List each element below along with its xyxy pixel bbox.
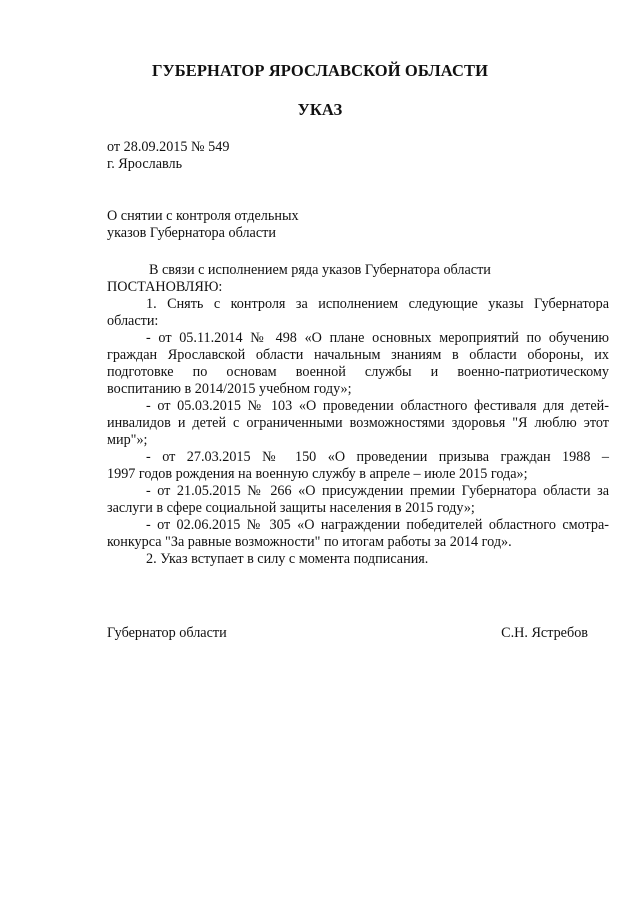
decree-word: ПОСТАНОВЛЯЮ: bbox=[107, 279, 223, 295]
subject-line-1: О снятии с контроля отдельных bbox=[107, 208, 299, 224]
item-2-line-1: - от 05.03.2015 № 103 «О проведении областного фестиваля для детей- bbox=[146, 398, 609, 414]
paragraph-1-line-2: области: bbox=[107, 313, 159, 329]
document-type: УКАЗ bbox=[297, 100, 343, 119]
item-4-line-2: заслуги в сфере социальной защиты населения в 2015 году»; bbox=[107, 500, 475, 516]
item-1-line-3: подготовке по основам военной службы и военно-патриотическому bbox=[107, 364, 609, 380]
paragraph-1-line-1: 1. Снять с контроля за исполнением следующие указы Губернатора bbox=[146, 296, 609, 312]
item-3-line-1: - от 27.03.2015 № 150 «О проведении призыва граждан 1988 – bbox=[146, 449, 609, 465]
signature-position: Губернатор области bbox=[107, 625, 227, 641]
item-5-line-2: конкурса "За равные возможности" по итогам работы за 2014 год». bbox=[107, 534, 512, 550]
item-3-line-2: 1997 годов рождения на военную службу в апреле – июле 2015 года»; bbox=[107, 466, 528, 482]
item-5-line-1: - от 02.06.2015 № 305 «О награждении победителей областного смотра- bbox=[146, 517, 609, 533]
item-2-line-2: инвалидов и детей с ограниченными возможностями здоровья "Я люблю этот bbox=[107, 415, 609, 431]
item-2-line-3: мир"»; bbox=[107, 432, 148, 448]
date-number: от 28.09.2015 № 549 bbox=[107, 139, 230, 155]
item-4-line-1: - от 21.05.2015 № 266 «О присуждении премии Губернатора области за bbox=[146, 483, 609, 499]
authority-title: ГУБЕРНАТОР ЯРОСЛАВСКОЙ ОБЛАСТИ bbox=[151, 61, 489, 80]
paragraph-2: 2. Указ вступает в силу с момента подписания. bbox=[146, 551, 429, 567]
signature-name: С.Н. Ястребов bbox=[501, 625, 588, 641]
city: г. Ярославль bbox=[107, 156, 183, 172]
item-1-line-4: воспитанию в 2014/2015 учебном году»; bbox=[107, 381, 352, 397]
item-1-line-1: - от 05.11.2014 № 498 «О плане основных мероприятий по обучению bbox=[146, 330, 609, 346]
preamble: В связи с исполнением ряда указов Губернатора области bbox=[149, 262, 491, 278]
item-1-line-2: граждан Ярославской области начальным знаниям в области обороны, их bbox=[107, 347, 609, 363]
subject-line-2: указов Губернатора области bbox=[107, 225, 276, 241]
